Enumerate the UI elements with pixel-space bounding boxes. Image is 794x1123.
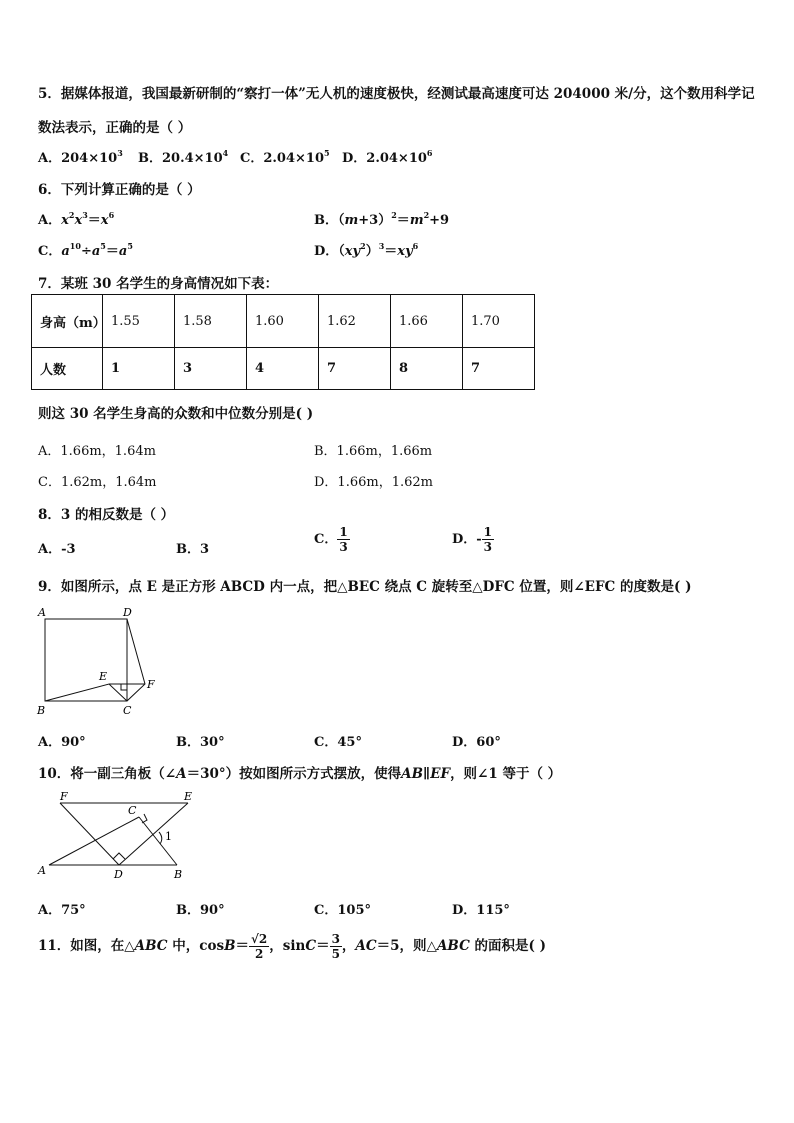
q8-option-b[interactable]: B．3 [176,542,210,557]
q10-option-a[interactable]: A．75° [38,903,86,918]
q7-option-b[interactable]: B．1.66m，1.66m [314,444,433,459]
table-cell: 4 [247,348,319,390]
table-row [32,348,535,390]
q7-option-d[interactable]: D．1.66m，1.62m [314,475,433,490]
q6-option-b[interactable]: B．$(m+3)^2=m^2+9$ [314,210,450,228]
q7-option-a[interactable]: A．1.66m，1.64m [38,444,156,459]
table-cell: 1.60 [247,295,319,348]
q6-option-c[interactable]: C．$a^{10}\div a^5=a^5$ [38,241,133,259]
table-cell: 3 [175,348,247,390]
q7-option-c[interactable]: C．1.62m，1.64m [38,475,157,490]
point-label-c: C [128,804,137,817]
point-label-a: A [38,606,46,619]
point-label-f: F [147,678,155,691]
q8-stem: 8．3 的相反数是（ ） [38,507,175,523]
q8-option-c[interactable]: C． $\frac{1}{3}$ [314,525,348,554]
q7-question: 则这 30 名学生身高的众数和中位数分别是( ) [38,406,314,422]
right-angle-mark [121,684,127,690]
q8-option-a[interactable]: A．-3 [38,542,76,557]
point-label-b: B [174,868,183,881]
point-label-f: F [60,790,68,803]
point-label-e: E [184,790,193,803]
table-row [32,295,535,348]
table-cell: 1 [103,348,175,390]
q9-option-a[interactable]: A．90° [38,735,86,750]
segment-fd [60,803,119,865]
q8-option-d[interactable]: D．- $\frac{1}{3}$ [452,525,493,554]
q9-square-figure [30,600,170,720]
point-label-a: A [38,864,46,877]
q7-stem: 7．某班 30 名学生的身高情况如下表： [38,276,279,292]
table-cell: 1.58 [175,295,247,348]
table-cell: 1.62 [319,295,391,348]
q9-option-c[interactable]: C．45° [314,735,362,750]
q5-stem-line1: 5．据媒体报道，我国最新研制的“察打一体”无人机的速度极快，经测试最高速度可达 204000 米/分，这个数用科学记 [38,86,755,102]
point-label-d: D [123,606,132,619]
table-cell: 人数 [32,348,103,390]
table-cell: 8 [391,348,463,390]
q10-option-d[interactable]: D．115° [452,903,510,918]
table-cell: 1.70 [463,295,535,348]
triangle-dfc [127,619,145,701]
point-label-b: B [37,704,46,717]
point-label-e: E [99,670,108,683]
q9-option-b[interactable]: B．30° [176,735,225,750]
q9-stem: 9．如图所示，点 E 是正方形 ABCD 内一点，把△BEC 绕点 C 旋转至△DFC 位置，则∠EFC 的度数是( ) [38,579,692,595]
q5-stem-line2: 数法表示，正确的是（ ） [38,120,192,136]
q5-option-b[interactable]: B．$20.4\times 10^4$ [138,148,229,166]
q5-option-a[interactable]: A．$204\times 10^3$ [38,148,123,166]
table-cell: 7 [319,348,391,390]
q10-triangles-figure [30,786,210,886]
angle-label-1: 1 [165,830,172,843]
q5-option-d[interactable]: D．$2.04\times 10^6$ [342,148,433,166]
table-cell: 7 [463,348,535,390]
point-label-d: D [114,868,123,881]
q10-option-c[interactable]: C．105° [314,903,371,918]
segment-ac [49,817,139,865]
q11-stem: 11．如图，在△ABC 中，cosB＝ $\frac{√2}{2}$ ，sinC＝ $\frac{3}{5}$ ，AC＝5，则△ABC 的面积是( ) [38,932,547,961]
table-cell: 1.55 [103,295,175,348]
q10-option-b[interactable]: B．90° [176,903,225,918]
q9-option-d[interactable]: D．60° [452,735,501,750]
point-label-c: C [123,704,132,717]
q5-option-c[interactable]: C．$2.04\times 10^5$ [240,148,330,166]
q6-option-d[interactable]: D．$(xy^2)^3=xy^6$ [314,241,419,259]
table-cell: 1.66 [391,295,463,348]
q6-option-a[interactable]: A．$x^2x^3=x^6$ [38,210,115,228]
right-angle-mark-d [113,853,125,859]
q10-stem: 10．将一副三角板（∠A＝30°）按如图所示方式摆放，使得AB∥EF，则∠1 等于（ ） [38,766,562,782]
table-cell: 身高（m） [32,295,103,348]
triangle-bec [45,684,127,701]
q6-stem: 6．下列计算正确的是（ ） [38,182,201,198]
height-table [31,294,535,390]
